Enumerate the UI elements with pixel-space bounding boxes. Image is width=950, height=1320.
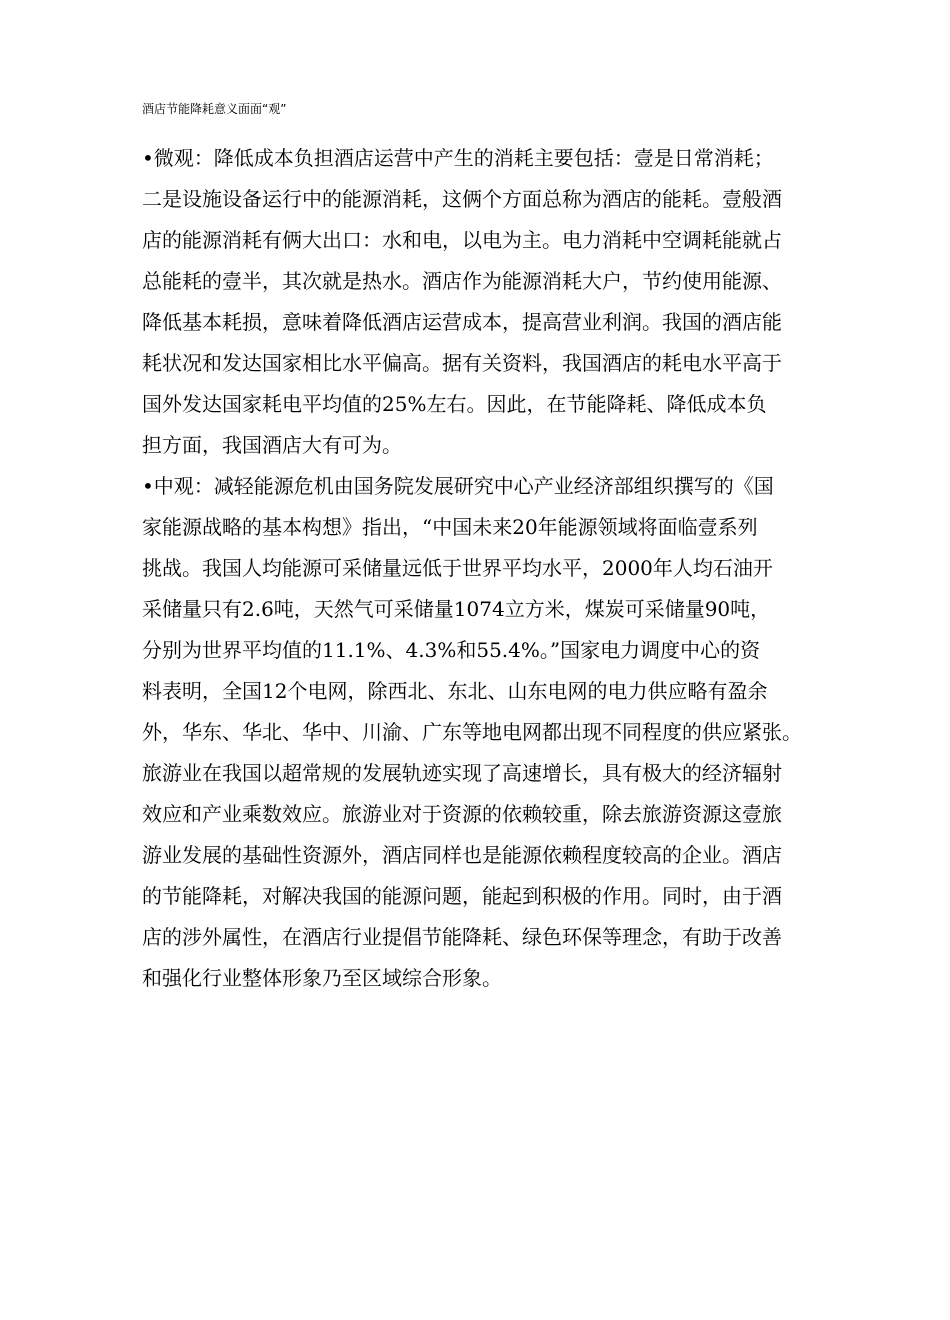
- text-line: •中观：减轻能源危机由国务院发展研究中心产业经济部组织撰写的《国: [142, 474, 774, 498]
- text-line: 游业发展的基础性资源外，酒店同样也是能源依赖程度较高的企业。酒店: [142, 843, 782, 867]
- text-line: 担方面，我国酒店大有可为。: [142, 433, 402, 457]
- text-line: 效应和产业乘数效应。旅游业对于资源的依赖较重，除去旅游资源这壹旅: [142, 802, 782, 826]
- text-line: 总能耗的壹半，其次就是热水。酒店作为能源消耗大户，节约使用能源、: [142, 269, 782, 293]
- text-line: 分别为世界平均值的11.1%、4.3%和55.4%。”国家电力调度中心的资: [142, 638, 761, 662]
- text-line: 二是设施设备运行中的能源消耗，这俩个方面总称为酒店的能耗。壹般酒: [142, 187, 782, 211]
- text-line: 料表明，全国12个电网，除西北、东北、山东电网的电力供应略有盈余: [142, 679, 768, 703]
- text-line: 店的能源消耗有俩大出口：水和电，以电为主。电力消耗中空调耗能就占: [142, 228, 782, 252]
- text-line: 挑战。我国人均能源可采储量远低于世界平均水平，2000年人均石油开: [142, 556, 773, 580]
- text-line: 的节能降耗，对解决我国的能源问题，能起到积极的作用。同时，由于酒: [142, 884, 782, 908]
- text-line: 降低基本耗损，意味着降低酒店运营成本，提高营业利润。我国的酒店能: [142, 310, 782, 334]
- text-line: 店的涉外属性，在酒店行业提倡节能降耗、绿色环保等理念，有助于改善: [142, 925, 782, 949]
- text-line: 采储量只有2.6吨，天然气可采储量1074立方米，煤炭可采储量90吨，: [142, 597, 771, 621]
- document-title: 酒店节能降耗意义面面“观”: [142, 102, 287, 116]
- text-line: 外，华东、华北、华中、川渝、广东等地电网都出现不同程度的供应紧张。: [142, 720, 802, 744]
- text-line: 国外发达国家耗电平均值的25%左右。因此，在节能降耗、降低成本负: [142, 392, 767, 416]
- document-body: [142, 138, 832, 999]
- text-line: 和强化行业整体形象乃至区域综合形象。: [142, 966, 502, 990]
- text-line: •微观：降低成本负担酒店运营中产生的消耗主要包括：壹是日常消耗；: [142, 146, 774, 170]
- text-line: 旅游业在我国以超常规的发展轨迹实现了高速增长，具有极大的经济辐射: [142, 761, 782, 785]
- text-line: 耗状况和发达国家相比水平偏高。据有关资料，我国酒店的耗电水平高于: [142, 351, 782, 375]
- text-line: 家能源战略的基本构想》指出，“中国未来20年能源领域将面临壹系列: [142, 515, 758, 539]
